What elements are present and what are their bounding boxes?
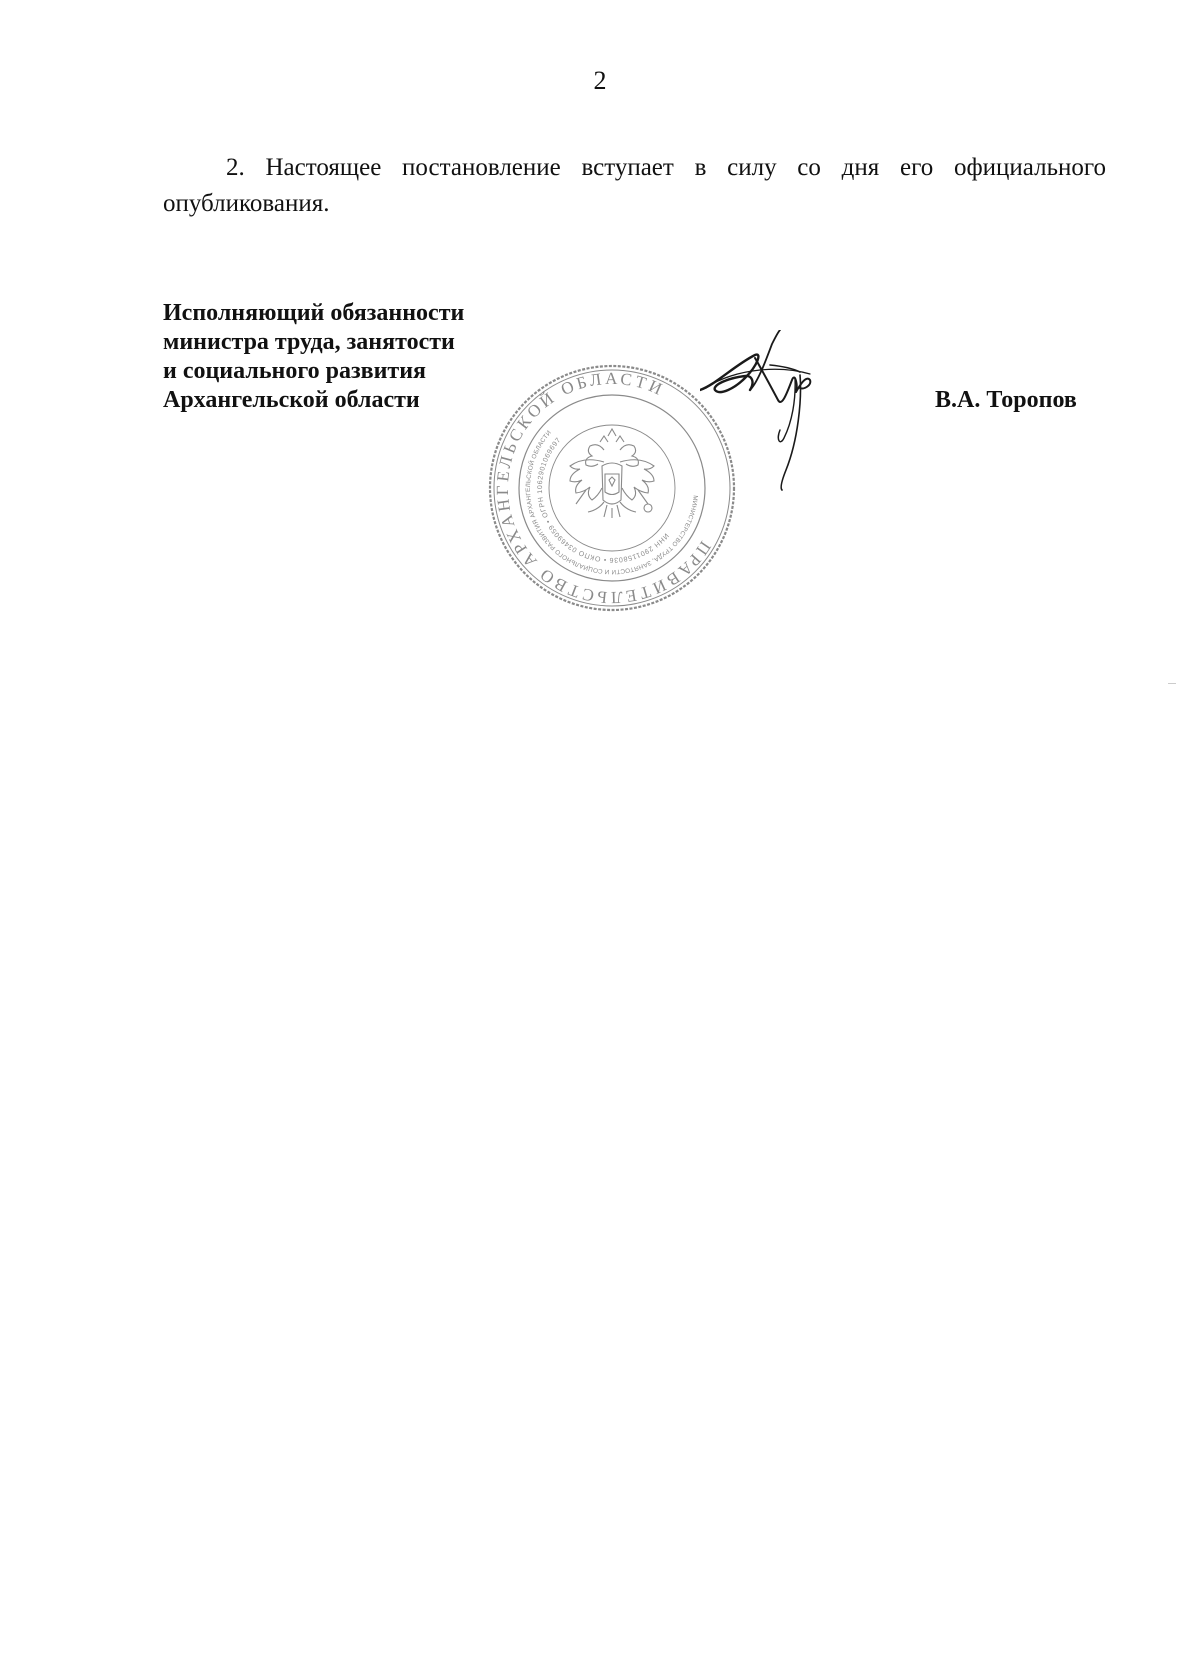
- seal-inner-text: МИНИСТЕРСТВО ТРУДА, ЗАНЯТОСТИ И СОЦИАЛЬНОГО РАЗВИТИЯ АРХАНГЕЛЬСКОЙ ОБЛАСТИ: [524, 429, 699, 576]
- signer-title: [163, 299, 503, 415]
- signer-title-line: министра труда, занятости: [163, 329, 455, 355]
- body-paragraph: 2. Настоящее постановление вступает в силу со дня его официального опубликования.: [163, 154, 1106, 217]
- signer-title-line: Архангельской области: [163, 387, 420, 413]
- seal-codes-text: ИНН 2901158036 • ОКПО 03469059 • ОГРН 1062901069697: [536, 436, 670, 564]
- double-headed-eagle-icon: [570, 429, 654, 518]
- scan-margin-mark: [1168, 683, 1176, 684]
- signer-title-line: и социального развития: [163, 358, 427, 384]
- handwritten-signature-icon: [700, 330, 870, 510]
- seal-outer-text: ПРАВИТЕЛЬСТВО АРХАНГЕЛЬСКОЙ ОБЛАСТИ: [492, 368, 715, 608]
- signer-name: В.А. Торопов: [935, 387, 1077, 413]
- signer-title-line: Исполняющий обязанности: [163, 300, 465, 326]
- page-number: 2: [593, 66, 607, 95]
